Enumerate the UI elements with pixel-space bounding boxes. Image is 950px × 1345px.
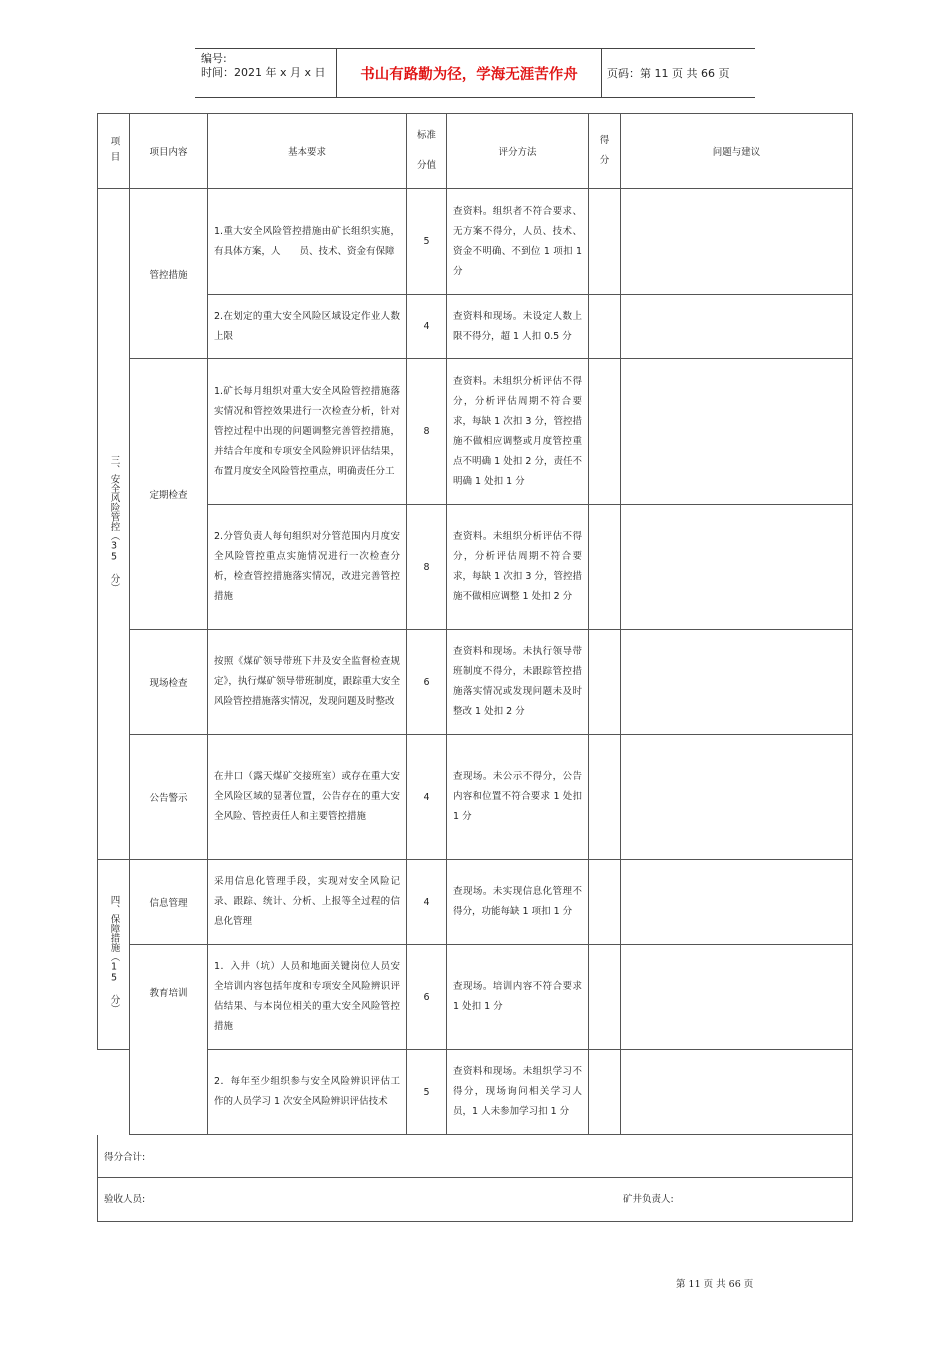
method-cell: 查资料和现场。未执行领导带班制度不得分，未跟踪管控措施落实情况或发现问题未及时整改 1 处扣 2 分	[447, 630, 589, 735]
requirement-cell: 2．每年至少组织参与安全风险辨识评估工作的人员学习 1 次安全风险辨识评估技术	[208, 1050, 407, 1135]
requirement-cell: 采用信息化管理手段，实现对安全风险记录、跟踪、统计、分析、上报等全过程的信息化管理	[208, 860, 407, 945]
content-cell: 现场检查	[130, 630, 208, 735]
issues-cell	[621, 505, 853, 630]
issues-cell	[621, 295, 853, 359]
issues-cell	[621, 735, 853, 860]
content-cell: 管控措施	[130, 189, 208, 359]
score-cell	[589, 945, 621, 1050]
assessment-table	[97, 113, 853, 1222]
issues-cell	[621, 860, 853, 945]
method-cell: 查现场。未公示不得分，公告内容和位置不符合要求 1 处扣 1 分	[447, 735, 589, 860]
method-cell: 查资料和现场。未组织学习不得分，现场询问相关学习人员，1 人未参加学习扣 1 分	[447, 1050, 589, 1135]
section-4-label: 四、保障措施（15 分）	[98, 860, 130, 1050]
header-score-std: 标准分值	[407, 114, 447, 189]
table-row	[98, 945, 853, 1050]
empty-section-cell	[98, 1050, 130, 1135]
content-cell: 教育培训	[130, 945, 208, 1135]
header-page-label: 页码：第 11 页 共 66 页	[607, 67, 730, 80]
header-requirement: 基本要求	[208, 114, 407, 189]
method-cell: 查资料和现场。未设定人数上限不得分，超 1 人扣 0.5 分	[447, 295, 589, 359]
score-cell	[589, 505, 621, 630]
score-cell	[589, 860, 621, 945]
document-header	[195, 48, 755, 98]
score-cell	[589, 189, 621, 295]
method-cell: 查资料。未组织分析评估不得分，分析评估周期不符合要求，每缺 1 次扣 3 分，管控措施不做相应调整或月度管控重点不明确 1 处扣 2 分，责任不明确 1 处扣 1 分	[447, 359, 589, 505]
score-cell	[589, 630, 621, 735]
score-std-cell: 5	[407, 189, 447, 295]
score-std-cell: 5	[407, 1050, 447, 1135]
score-std-cell: 6	[407, 945, 447, 1050]
score-std-cell: 8	[407, 505, 447, 630]
header-project: 项目	[98, 114, 130, 189]
content-cell: 定期检查	[130, 359, 208, 630]
requirement-cell: 按照《煤矿领导带班下井及安全监督检查规定》，执行煤矿领导带班制度，跟踪重大安全风险管控措施落实情况，发现问题及时整改	[208, 630, 407, 735]
table-row	[98, 295, 853, 359]
table-row	[98, 189, 853, 295]
score-std-cell: 4	[407, 860, 447, 945]
header-meta	[195, 49, 337, 97]
table-row	[98, 359, 853, 505]
table-row	[98, 735, 853, 860]
score-cell	[589, 359, 621, 505]
issues-cell	[621, 945, 853, 1050]
requirement-cell: 在井口（露天煤矿交接班室）或存在重大安全风险区域的显著位置，公告存在的重大安全风险、管控责任人和主要管控措施	[208, 735, 407, 860]
score-std-cell: 4	[407, 735, 447, 860]
total-row	[98, 1135, 853, 1178]
score-cell	[589, 735, 621, 860]
issues-cell	[621, 630, 853, 735]
method-cell: 查现场。未实现信息化管理不得分，功能每缺 1 项扣 1 分	[447, 860, 589, 945]
header-score: 得分	[589, 114, 621, 189]
header-method: 评分方法	[447, 114, 589, 189]
requirement-cell: 2.分管负责人每旬组织对分管范围内月度安全风险管控重点实施情况进行一次检查分析，检查管控措施落实情况，改进完善管控措施	[208, 505, 407, 630]
table-header-row	[98, 114, 853, 189]
requirement-cell: 2.在划定的重大安全风险区域设定作业人数上限	[208, 295, 407, 359]
content-cell: 公告警示	[130, 735, 208, 860]
time-label: 时间：2021 年 x 月 x 日	[201, 66, 326, 79]
score-std-cell: 4	[407, 295, 447, 359]
code-label: 编号:	[201, 52, 227, 65]
table-row	[98, 505, 853, 630]
header-issues: 问题与建议	[621, 114, 853, 189]
table-row	[98, 630, 853, 735]
score-cell	[589, 295, 621, 359]
total-label: 得分合计:	[98, 1135, 853, 1178]
header-content: 项目内容	[130, 114, 208, 189]
method-cell: 查资料。未组织分析评估不得分，分析评估周期不符合要求，每缺 1 次扣 3 分，管控措施不做相应调整 1 处扣 2 分	[447, 505, 589, 630]
table-row	[98, 860, 853, 945]
requirement-cell: 1．入井（坑）人员和地面关键岗位人员安全培训内容包括年度和专项安全风险辨识评估结果、与本岗位相关的重大安全风险管控措施	[208, 945, 407, 1050]
requirement-cell: 1.矿长每月组织对重大安全风险管控措施落实情况和管控效果进行一次检查分析，针对管控过程中出现的问题调整完善管控措施，并结合年度和专项安全风险辨识评估结果，布置月度安全风险管控重点，明确责任分工	[208, 359, 407, 505]
method-cell: 查资料。组织者不符合要求、无方案不得分，人员、技术、资金不明确、不到位 1 项扣 1 分	[447, 189, 589, 295]
issues-cell	[621, 189, 853, 295]
score-cell	[589, 1050, 621, 1135]
header-motto: 书山有路勤为径，学海无涯苦作舟	[337, 49, 602, 97]
issues-cell	[621, 1050, 853, 1135]
content-cell: 信息管理	[130, 860, 208, 945]
requirement-cell: 1.重大安全风险管控措施由矿长组织实施，有具体方案，人 员、技术、资金有保障	[208, 189, 407, 295]
score-std-cell: 6	[407, 630, 447, 735]
acceptor-label: 验收人员:	[104, 1194, 146, 1205]
score-std-cell: 8	[407, 359, 447, 505]
section-3-label: 三、安全风险管控（35 分）	[98, 189, 130, 860]
method-cell: 查现场。培训内容不符合要求 1 处扣 1 分	[447, 945, 589, 1050]
issues-cell	[621, 359, 853, 505]
signature-row	[98, 1178, 853, 1222]
mine-head-label: 矿井负责人:	[623, 1194, 674, 1205]
page-number: 第 11 页 共 66 页	[676, 1279, 754, 1290]
signature-cell	[98, 1178, 853, 1222]
table-row	[98, 1050, 853, 1135]
